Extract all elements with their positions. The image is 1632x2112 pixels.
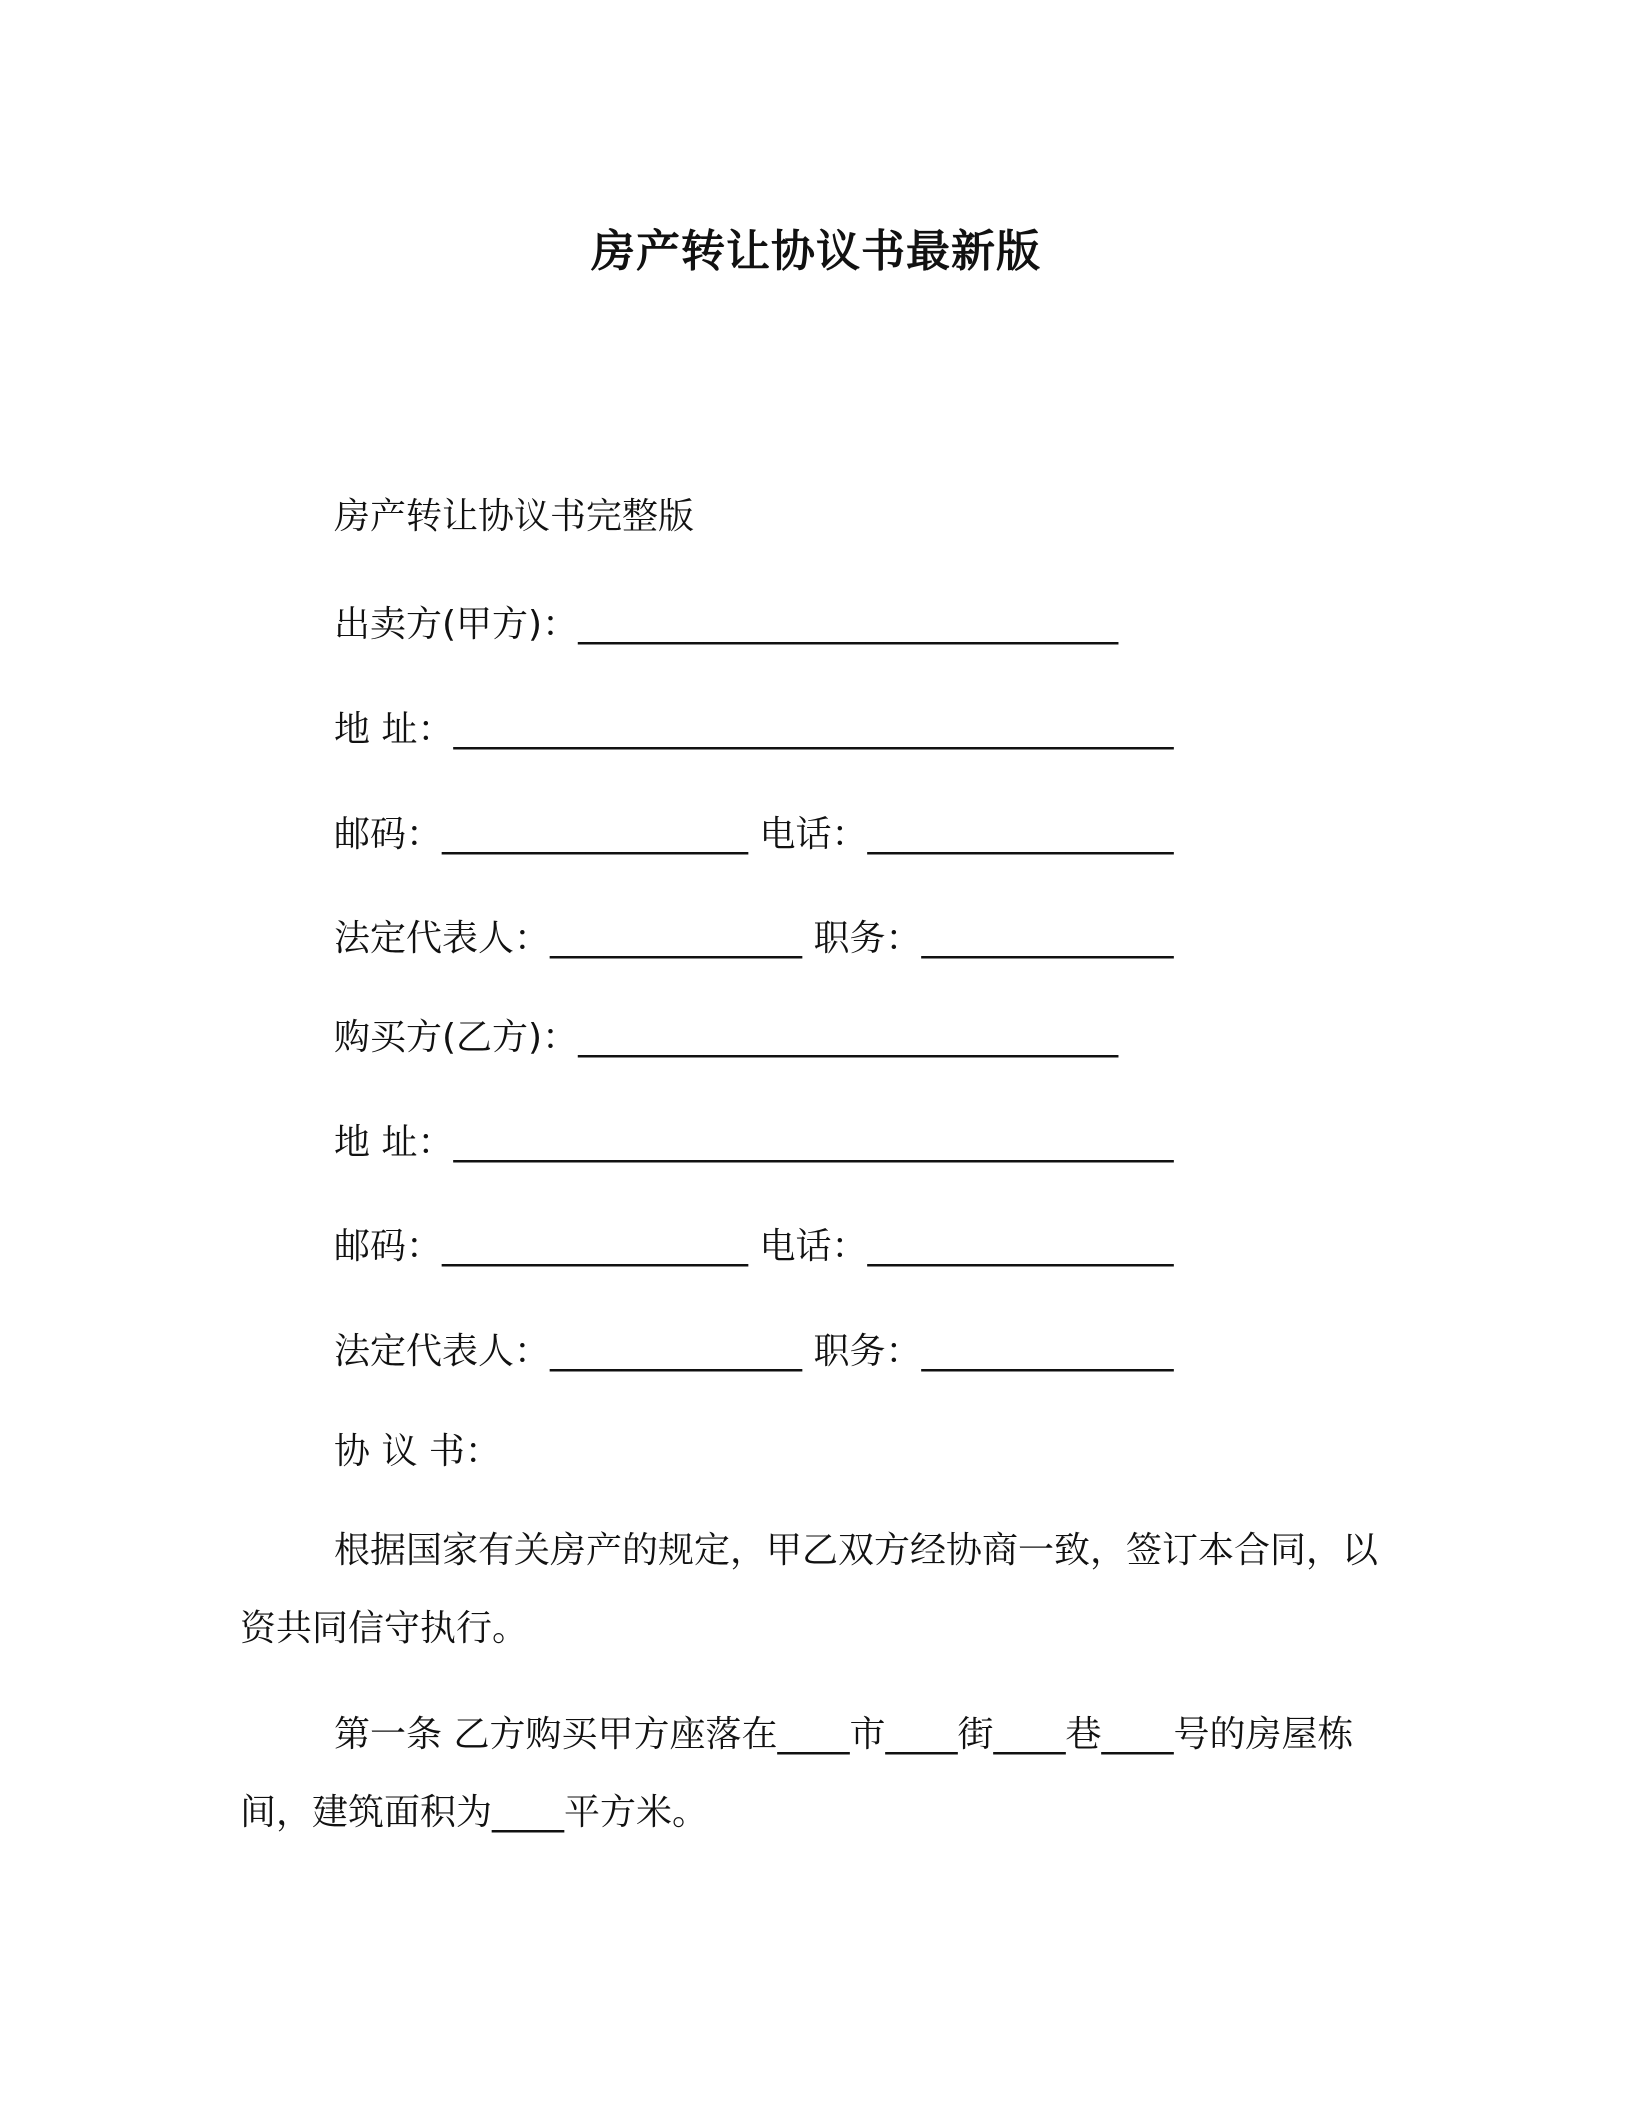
seller-rep-line: 法定代表人：______________ 职务：______________ <box>334 918 1174 959</box>
document-title: 房产转让协议书最新版 <box>591 226 1041 277</box>
seller-address-line: 地 址：________________________________________ <box>334 709 1174 750</box>
agreement-heading: 协 议 书： <box>334 1431 501 1472</box>
buyer-zip-phone-line: 邮码：_________________ 电话：_________________ <box>334 1226 1174 1267</box>
buyer-rep-line: 法定代表人：______________ 职务：______________ <box>334 1331 1174 1372</box>
document-subtitle: 房产转让协议书完整版 <box>334 496 695 537</box>
seller-zip-phone-line: 邮码：_________________ 电话：_________________ <box>334 814 1174 855</box>
buyer-line: 购买方(乙方)：______________________________ <box>334 1017 1119 1058</box>
agreement-paragraph-1: 根据国家有关房产的规定，甲乙双方经协商一致，签订本合同，以资共同信守执行。 <box>240 1530 1379 1649</box>
agreement-paragraph-2: 第一条 乙方购买甲方座落在____市____街____巷____号的房屋栋 间，建筑面积为____平方米。 <box>240 1714 1354 1833</box>
seller-line: 出卖方(甲方)：______________________________ <box>334 604 1119 645</box>
buyer-address-line: 地 址：________________________________________ <box>334 1122 1174 1163</box>
